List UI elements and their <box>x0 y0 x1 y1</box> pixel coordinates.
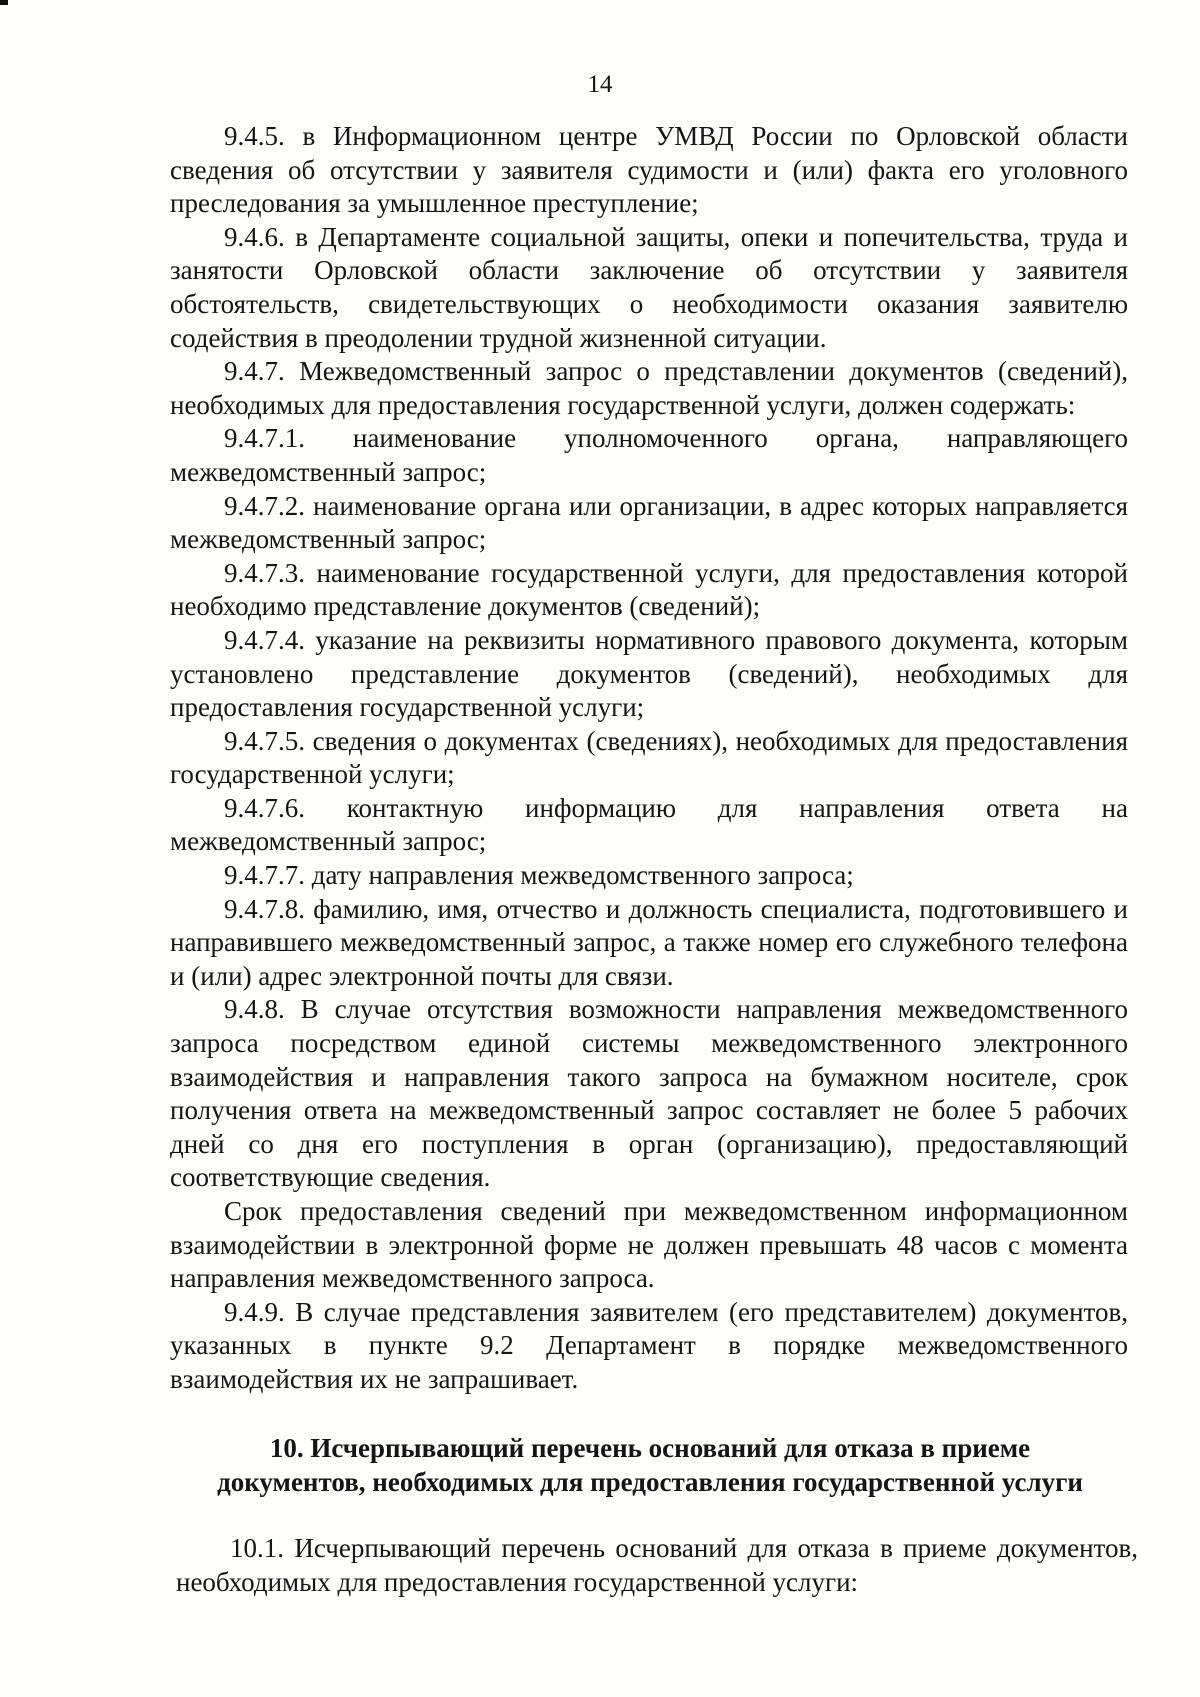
paragraph-9-4-9: 9.4.9. В случае представления заявителем (его представителем) документов, указанных в пункте 9.2 Департамент в порядке межведомственного взаимодействия их не запрашивает. <box>170 1296 1128 1394</box>
document-body-continued <box>176 1531 1138 1599</box>
paragraph-deadline: Срок предоставления сведений при межведомственном информационном взаимодействии в электронной форме не должен превышать 48 часов с момента направления межведомственного запроса. <box>170 1196 1128 1294</box>
paragraph-9-4-7-7: 9.4.7.7. дату направления межведомственного запроса; <box>224 860 854 891</box>
document-body <box>170 120 1128 1397</box>
paragraph-10-1: 10.1. Исчерпывающий перечень оснований для отказа в приеме документов, необходимых для предоставления государственной услуги: <box>176 1533 1138 1597</box>
section-heading <box>160 1431 1140 1499</box>
paragraph-9-4-7-1: 9.4.7.1. наименование уполномоченного органа, направляющего межведомственный запрос; <box>170 423 1128 487</box>
paragraph-9-4-7-2: 9.4.7.2. наименование органа или организации, в адрес которых направляется межведомственный запрос; <box>170 490 1128 555</box>
section-heading-line-2: документов, необходимых для предоставления государственной услуги <box>217 1467 1083 1497</box>
paragraph-9-4-8: 9.4.8. В случае отсутствия возможности направления межведомственного запроса посредством единой системы межведомственного электронного взаимодействия и направления такого запроса на бумажном носителе, срок получения ответа на межведомственный запрос составляет не более 5 рабочих дней со дня его поступления в орган (организацию), предоставляющий соответствующие сведения. <box>170 994 1128 1193</box>
paragraph-9-4-7: 9.4.7. Межведомственный запрос о представлении документов (сведений), необходимых для предоставления государственной услуги, должен содержать: <box>170 356 1128 420</box>
paragraph-9-4-6: 9.4.6. в Департаменте социальной защиты, опеки и попечительства, труда и занятости Орловской области заключение об отсутствии у заявителя обстоятельств, свидетельствующих о необходимости оказания заявителю содействия в преодолении трудной жизненной ситуации. <box>170 221 1128 353</box>
paragraph-9-4-7-4: 9.4.7.4. указание на реквизиты нормативного правового документа, которым установлено представление документов (сведений), необходимых для предоставления государственной услуги; <box>170 624 1128 723</box>
paragraph-9-4-5: 9.4.5. в Информационном центре УМВД России по Орловской области сведения об отсутствии у заявителя судимости и (или) факта его уголовного преследования за умышленное преступление; <box>170 121 1128 219</box>
section-heading-line-1: 10. Исчерпывающий перечень оснований для отказа в приеме <box>269 1433 1031 1463</box>
paragraph-9-4-7-5: 9.4.7.5. сведения о документах (сведениях), необходимых для предоставления государственной услуги; <box>170 725 1128 790</box>
scan-corner-mark <box>0 0 8 5</box>
paragraph-9-4-7-3: 9.4.7.3. наименование государственной услуги, для предоставления которой необходимо представление документов (сведений); <box>170 557 1128 622</box>
page-number: 14 <box>587 71 613 98</box>
paragraph-9-4-7-8: 9.4.7.8. фамилию, имя, отчество и должность специалиста, подготовившего и направившего межведомственный запрос, а также номер его служебного телефона и (или) адрес электронной почты для связи. <box>170 893 1128 991</box>
paragraph-9-4-7-6: 9.4.7.6. контактную информацию для направления ответа на межведомственный запрос; <box>170 792 1128 857</box>
